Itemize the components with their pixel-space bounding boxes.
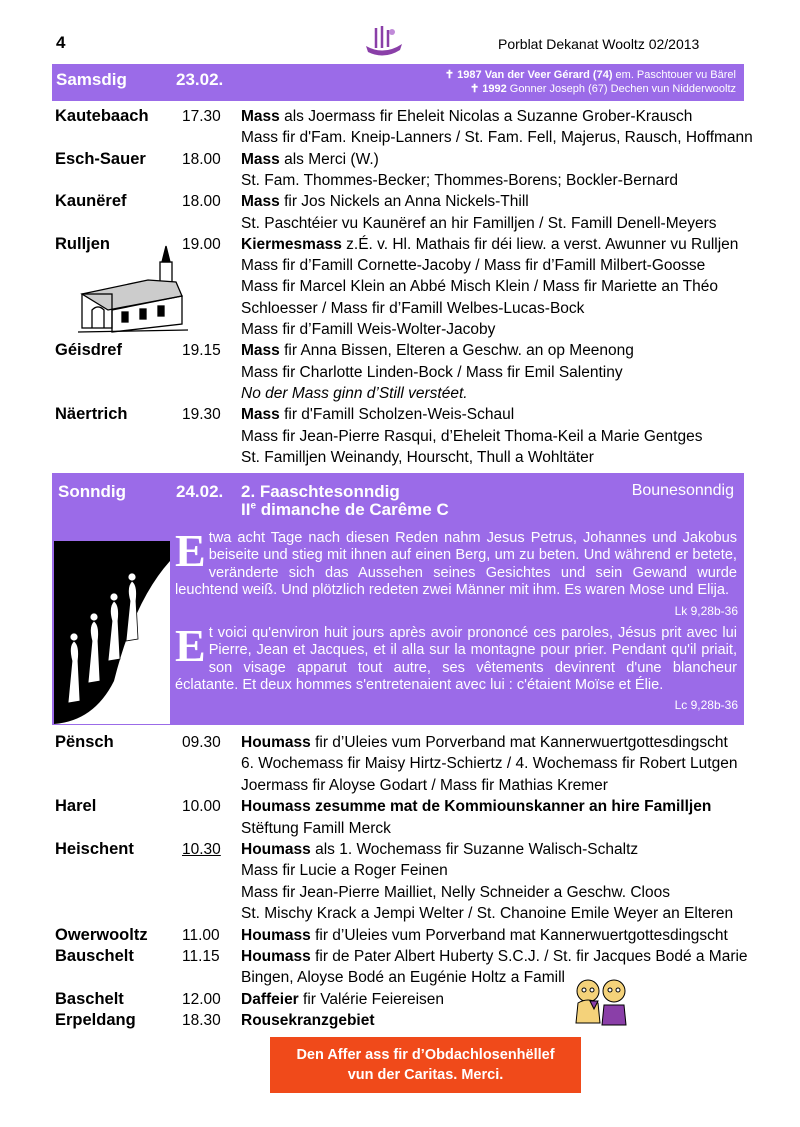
gospel-german-ref: Lk 9,28b-36 — [674, 604, 738, 618]
mass-description-line: St. Fam. Thommes-Becker; Thommes-Borens; Bockler-Bernard — [241, 171, 679, 189]
mass-time: 12.00 — [182, 990, 221, 1008]
mass-description-line: Mass fir d’Famill Cornette-Jacoby / Mass fir d’Famill Milbert-Goosse — [241, 257, 706, 275]
mass-description: Mass fir Jos Nickels an Anna Nickels-Thill — [241, 193, 529, 211]
mass-description-line: No der Mass ginn d’Still verstéet. — [241, 384, 468, 402]
mass-description-line: Mass fir Marcel Klein an Abbé Misch Klein / Mass fir Mariette an Théo — [241, 278, 718, 296]
mass-description-line: Joermass fir Aloyse Godart / Mass fir Mathias Kremer — [241, 776, 608, 794]
mass-description-line: Mass fir Charlotte Linden-Bock / Mass fir Emil Salentiny — [241, 363, 623, 381]
church-illustration — [78, 244, 190, 336]
mass-description: Houmass zesumme mat de Kommiounskanner an hire Familljen — [241, 798, 712, 816]
mass-description-line: Mass fir d'Fam. Kneip-Lanners / St. Fam. Fell, Majerus, Rausch, Hoffmann — [241, 129, 753, 147]
mass-time: 19.00 — [182, 235, 221, 253]
place-name: Kautebaach — [55, 107, 149, 125]
mass-time: 19.15 — [182, 342, 221, 360]
mass-time: 10.00 — [182, 798, 221, 816]
header-title: Porblat Dekanat Wooltz 02/2013 — [498, 36, 700, 52]
mass-description-line: Mass fir d’Famill Weis-Wolter-Jacoby — [241, 321, 496, 338]
saturday-date: 23.02. — [176, 70, 224, 89]
sunday-title: 2. Faaschtesonndig — [241, 482, 400, 501]
place-name: Erpeldang — [55, 1011, 136, 1030]
mass-description: Daffeier fir Valérie Feiereisen — [241, 990, 445, 1008]
mass-description: Houmass als 1. Wochemass fir Suzanne Walisch-Schaltz — [241, 841, 639, 858]
place-name: Kaunëref — [55, 192, 127, 211]
mass-description-line: St. Paschtéier vu Kaunëref an hir Familljen / St. Famill Denell-Meyers — [241, 214, 717, 232]
mass-description: Rousekranzgebiet — [241, 1012, 375, 1030]
mass-description: Mass als Merci (W.) — [241, 150, 379, 168]
place-name: Owerwooltz — [55, 925, 148, 944]
mass-time: 10.30 — [182, 841, 221, 858]
place-name: Baschelt — [55, 989, 124, 1008]
mass-description-line: Schloesser / Mass fir d’Famill Welbes-Lucas-Bock — [241, 299, 585, 317]
mass-description-line: St. Familljen Weinandy, Hourscht, Thull a Wohltäter — [241, 448, 594, 466]
deanery-logo — [362, 22, 406, 58]
place-name: Näertrich — [55, 405, 128, 424]
mass-description-line: 6. Wochemass fir Maisy Hirtz-Schiertz / 4. Wochemass fir Robert Lutgen — [241, 755, 738, 773]
place-name: Esch-Sauer — [55, 149, 146, 168]
caritas-notice — [270, 1037, 581, 1093]
mass-description-line: Bingen, Aloyse Bodé an Eugénie Holtz a Famill — [241, 969, 565, 987]
mass-time: 18.00 — [182, 150, 221, 168]
mass-description: Mass fir Anna Bissen, Elteren a Geschw. an op Meenong — [241, 342, 634, 360]
children-illustration — [570, 977, 632, 1029]
mass-description: Kiermesmass z.É. v. Hl. Mathais fir déi liew. a verst. Awunner vu Rulljen — [241, 235, 739, 253]
transfiguration-illustration — [54, 541, 170, 724]
mass-time: 17.30 — [182, 108, 221, 125]
place-name: Bauschelt — [55, 947, 134, 965]
mass-time: 19.30 — [182, 406, 221, 424]
gospel-french-ref: Lc 9,28b-36 — [674, 698, 738, 712]
mass-description-line: Mass fir Lucie a Roger Feinen — [241, 862, 448, 880]
mass-description: Mass als Joermass fir Eheleit Nicolas a Suzanne Grober-Krausch — [241, 108, 693, 125]
mass-description-line: Mass fir Jean-Pierre Mailliet, Nelly Schneider a Geschw. Cloos — [241, 883, 670, 901]
mass-time: 09.30 — [182, 734, 221, 751]
mass-description: Houmass fir de Pater Albert Huberty S.C.J. / St. fir Jacques Bodé a Marie — [241, 948, 748, 965]
mass-time: 18.30 — [182, 1012, 221, 1030]
gospel-german: Etwa acht Tage nach diesen Reden nahm Jesus Petrus, Johannes und Jakobus beiseite und stieg mit ihnen auf einen Berg, um zu beten. Und während er betete, veränderte sich das Aussehen seines Gesichtes und sein Gewand wurde leuchtend weiß. Und plötzlich redeten zwei Männer mit ihm. Es waren Mose und Elija. — [175, 525, 737, 599]
mass-description-line: Mass fir Jean-Pierre Rasqui, d’Eheleit Thoma-Keil a Marie Gentges — [241, 427, 703, 445]
place-name: Heischent — [55, 840, 134, 858]
place-name: Pënsch — [55, 733, 114, 751]
sunday-date: 24.02. — [176, 482, 224, 501]
place-name: Rulljen — [55, 234, 111, 253]
saturday-label: Samsdig — [56, 70, 127, 89]
rip-line-2: ✝ 1992 Gonner Joseph (67) Dechen vun Nidderwooltz — [469, 83, 736, 95]
mass-description: Mass fir d'Famill Scholzen-Weis-Schaul — [241, 406, 515, 424]
place-name: Harel — [55, 797, 97, 816]
mass-time: 18.00 — [182, 193, 221, 211]
mass-time: 11.15 — [182, 948, 220, 965]
sunday-label: Sonndig — [58, 482, 126, 501]
mass-time: 11.00 — [182, 926, 220, 944]
gospel-french: Et voici qu'environ huit jours après avoir prononcé ces paroles, Jésus prit avec lui Pierre, Jean et Jacques, et il alla sur la montagne pour prier. Pendant qu'il priait, son visage apparut tout autre, ses vêtements devinrent d'une blancheur éclatante. Et deux hommes s'entretenaient avec lui : c'étaient Moïse et Élie. — [175, 620, 737, 694]
sunday-right-label: Bounesonndig — [631, 482, 734, 499]
mass-description-line: Stëftung Famill Merck — [241, 819, 391, 837]
mass-description-line: St. Mischy Krack a Jempi Welter / St. Chanoine Emile Weyer an Elteren — [241, 905, 734, 923]
mass-description: Houmass fir d’Uleies vum Porverband mat Kannerwuertgottesdingscht — [241, 734, 728, 751]
page-number: 4 — [56, 33, 66, 52]
mass-description: Houmass fir d’Uleies vum Porverband mat Kannerwuertgottesdingscht — [241, 926, 728, 944]
saturday-header-bar — [52, 64, 744, 101]
rip-line-1: ✝ 1987 Van der Veer Gérard (74) em. Paschtouer vu Bärel — [444, 69, 736, 81]
sunday-subtitle: IIe dimanche de Carême C — [241, 500, 449, 519]
place-name: Géisdref — [55, 341, 122, 360]
caritas-line-1: Den Affer ass fir d’Obdachlosenhëllef — [296, 1047, 555, 1063]
caritas-line-2: vun der Caritas. Merci. — [347, 1067, 504, 1083]
